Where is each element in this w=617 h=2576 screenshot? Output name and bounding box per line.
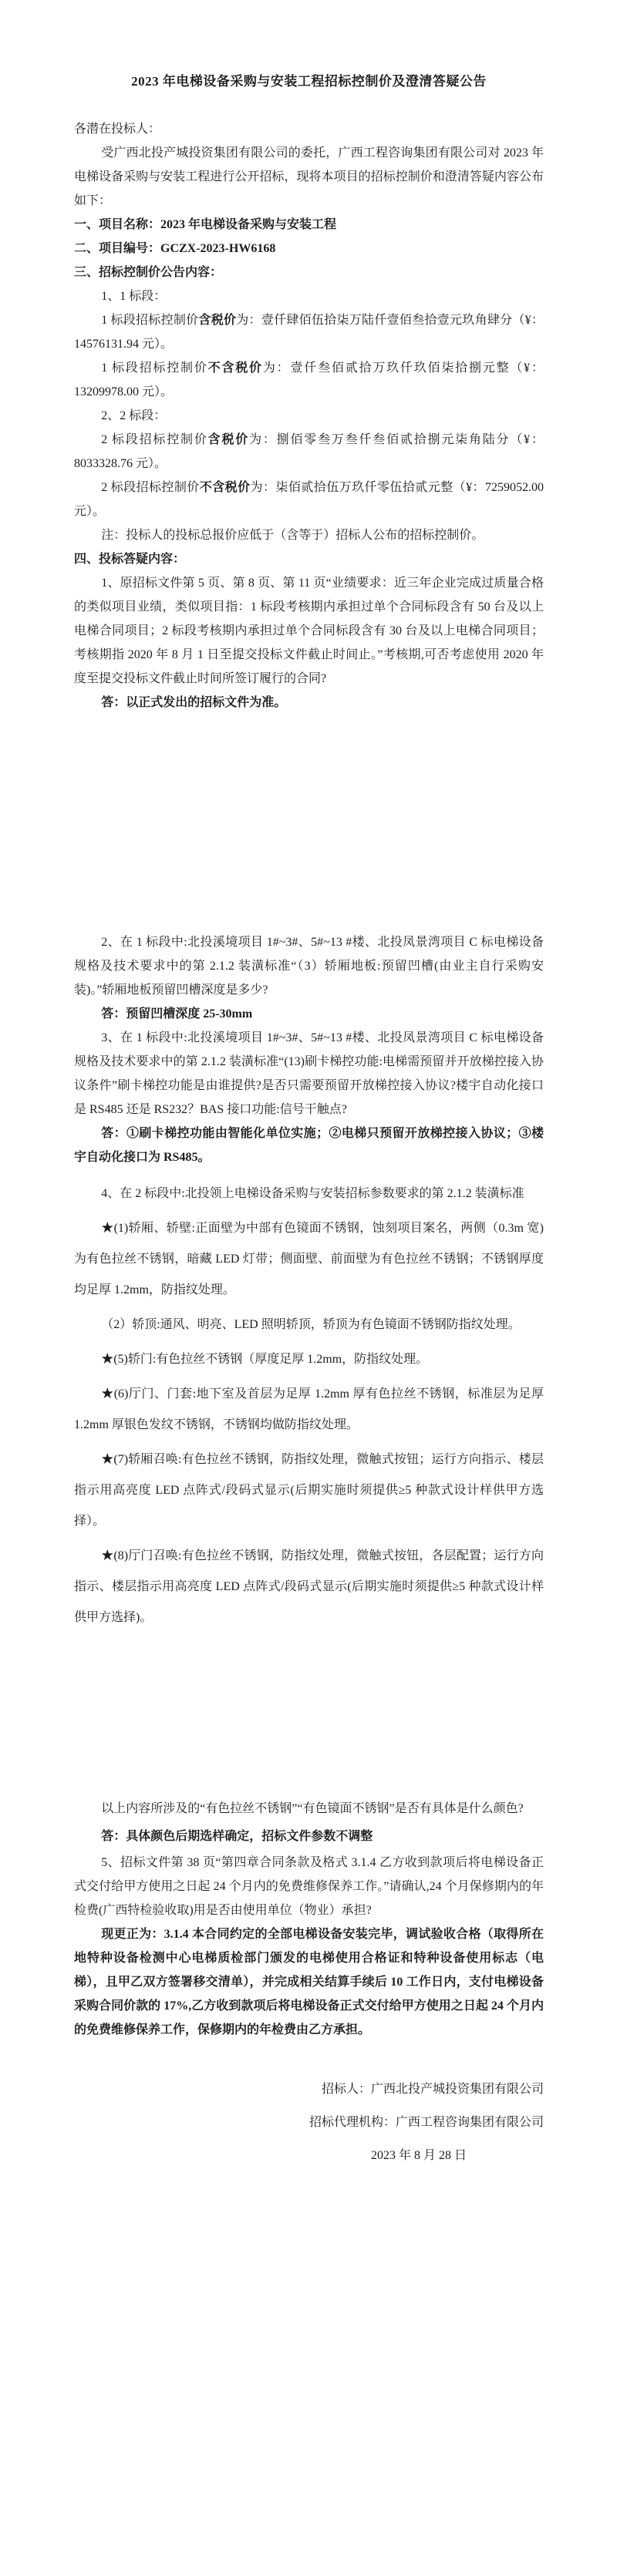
- text-run: （2）轿顶:通风、明亮、LED 照明轿顶，轿顶为有色镜面不锈钢防指纹处理。: [101, 1318, 521, 1331]
- text-run: 受广西北投产城投资集团有限公司的委托，广西工程咨询集团有限公司对 2023 年电梯设备采购与安装工程进行公开招标，现将本项目的招标控制价和澄清答疑内容公布如下：: [74, 146, 544, 207]
- paragraph-note: [74, 523, 544, 547]
- text-run: ★(1)轿厢、轿壁:正面壁为中部有色镜面不锈钢，蚀刻项目案名，两侧（0.3m 宽)为有色拉丝不锈钢，暗藏 LED 灯带；侧面壁、前面壁为有色拉丝不锈钢；不锈钢厚度均足厚 1.2mm，防指纹处理。: [74, 1222, 544, 1296]
- paragraph-h1: [74, 213, 544, 237]
- text-run: 四、投标答疑内容：: [74, 553, 186, 566]
- text-run: 为：壹仟叁佰贰拾万玖仟玖佰柒拾捌元整（¥：13209978.00 元）。: [74, 362, 544, 399]
- text-run: 答：预留凹槽深度 25-30mm: [101, 1007, 253, 1021]
- paragraph-lot2: [74, 404, 544, 428]
- text-run: ★(7)轿厢召唤:有色拉丝不锈钢，防指纹处理，微触式按钮；运行方向指示、楼层指示用高亮度 LED 点阵式/段码式显示(后期实施时须提供≥5 种款式设计样供甲方选择）。: [74, 1453, 544, 1528]
- text-run: 1、1 标段：: [101, 290, 167, 303]
- text-run: 为：柒佰贰拾伍万玖仟零伍拾贰元整（¥：7259052.00 元）。: [74, 481, 544, 518]
- paragraph-lot1: [74, 284, 544, 308]
- paragraph-title: [74, 71, 544, 92]
- text-run: 2、2 标段：: [101, 409, 167, 422]
- paragraph-q1: [74, 571, 544, 691]
- paragraph-sig1: [74, 2073, 544, 2106]
- text-run: 不含税价: [207, 362, 263, 375]
- text-run: 一、项目名称：2023 年电梯设备采购与安装工程: [74, 218, 337, 231]
- paragraph-a1: [74, 691, 544, 715]
- paragraph-spec6: [74, 1379, 544, 1441]
- document-body: [74, 71, 544, 2172]
- paragraph-q4: [74, 1179, 544, 1209]
- text-run: 1、原招标文件第 5 页、第 8 页、第 11 页“业绩要求：近三年企业完成过质量合格的类似项目业绩，类似项目指：1 标段考核期内承担过单个合同标段含有 50 台及以上电梯合同项目；2 标段考核期内承担过单个合同标段含有 30 台及以上电梯合同项目；考核期指 2020 年 8 月 1 日至提交投标文件截止时间止。”考核期,可否考虑使用 2020 年度至提交投标文件截止时间所签订履行的合同?: [74, 577, 544, 685]
- paragraph-salutation: [74, 117, 544, 141]
- text-run: 答：具体颜色后期选样确定，招标文件参数不调整: [101, 1830, 373, 1843]
- text-run: 1 标段招标控制价: [101, 362, 208, 375]
- text-run: 二、项目编号：GCZX-2023-HW6168: [74, 242, 276, 255]
- paragraph-sig2: [74, 2106, 544, 2139]
- paragraph-spec1: [74, 1213, 544, 1306]
- text-run: 不含税价: [199, 481, 251, 494]
- text-run: ★(5)轿门:有色拉丝不锈钢（厚度足厚 1.2mm，防指纹处理。: [101, 1353, 429, 1366]
- paragraph-a2: [74, 1002, 544, 1026]
- paragraph-q5: [74, 1851, 544, 1922]
- text-run: 为：壹仟肆佰伍拾柒万陆仟壹佰叁拾壹元玖角肆分（¥：14576131.94 元）。: [74, 314, 544, 351]
- text-run: 答：①刷卡梯控功能由智能化单位实施；②电梯只预留开放梯控接入协议；③楼宇自动化接口为 RS485。: [74, 1127, 544, 1164]
- text-run: 1 标段招标控制价: [101, 314, 199, 327]
- text-run: 各潜在投标人：: [74, 123, 161, 136]
- text-run: 2023 年 8 月 28 日: [370, 2149, 467, 2162]
- text-run: 三、招标控制价公告内容：: [74, 266, 223, 279]
- text-run: 以上内容所涉及的“有色拉丝不锈钢”“有色镜面不锈钢”是否有具体是什么颜色?: [101, 1802, 524, 1815]
- paragraph-lot2-tax: [74, 428, 544, 476]
- text-run: 为：捌佰零叁万叁仟叁佰贰拾捌元柒角陆分（¥：8033328.76 元）。: [74, 433, 544, 470]
- paragraph-intro: [74, 141, 544, 213]
- paragraph-a3: [74, 1122, 544, 1169]
- paragraph-a5: [74, 1922, 544, 2042]
- text-run: 注：投标人的投标总报价应低于（含等于）招标人公布的招标控制价。: [101, 529, 484, 542]
- paragraph-h4: [74, 547, 544, 571]
- paragraph-date: [74, 2139, 544, 2172]
- paragraph-spec7: [74, 1444, 544, 1537]
- paragraph-h2: [74, 237, 544, 261]
- text-run: 答：以正式发出的招标文件为准。: [101, 696, 287, 709]
- paragraph-lot1-tax: [74, 308, 544, 356]
- paragraph-lot2-notax: [74, 476, 544, 523]
- text-run: 2 标段招标控制价: [101, 433, 208, 446]
- text-run: 3、在 1 标段中:北投溪境项目 1#~3#、5#~13 #楼、北投凤景湾项目 C 标电梯设备规格及技术要求中的第 2.1.2 装潢标准“(13)刷卡梯控功能:电梯需预留并开放梯控接入协议条件”刷卡梯控功能是由谁提供?是否只需要预留开放梯控接入协议?楼宇自动化接口是 RS485 还是 RS232？BAS 接口功能:信号干触点?: [74, 1031, 544, 1116]
- text-run: 现更正为：3.1.4 本合同约定的全部电梯设备安装完毕，调试验收合格（取得所在地特种设备检测中心电梯质检部门颁发的电梯使用合格证和特种设备使用标志（电梯），且甲乙双方签署移交清单），并完成相关结算手续后 10 工作日内，支付电梯设备采购合同价款的 17%,乙方收到款项后将电梯设备正式交付给甲方使用之日起 24 个月内的免费维修保养工作，保修期内的年检费由乙方承担。: [74, 1928, 544, 2036]
- text-run: 含税价: [198, 314, 237, 327]
- text-run: 2、在 1 标段中:北投溪境项目 1#~3#、5#~13 #楼、北投凤景湾项目 C 标电梯设备规格及技术要求中的第 2.1.2 装潢标准“（3）轿厢地板:预留凹槽(由业主自行采购安装)。”轿厢地板预留凹槽深度是多少?: [74, 936, 544, 997]
- text-run: 含税价: [207, 433, 250, 446]
- paragraph-h3: [74, 261, 544, 284]
- paragraph-lot1-notax: [74, 356, 544, 404]
- paragraph-spec5: [74, 1344, 544, 1375]
- text-run: 招标代理机构：广西工程咨询集团有限公司: [308, 2116, 544, 2129]
- text-run: 2 标段招标控制价: [101, 481, 200, 494]
- paragraph-q2: [74, 930, 544, 1002]
- text-run: ★(6)厅门、门套:地下室及首层为足厚 1.2mm 厚有色拉丝不锈钢，标准层为足厚 1.2mm 厚银色发纹不锈钢，不锈钢均做防指纹处理。: [74, 1387, 544, 1431]
- text-run: 4、在 2 标段中:北投领上电梯设备采购与安装招标参数要求的第 2.1.2 装潢标准: [101, 1187, 524, 1200]
- text-run: 2023 年电梯设备采购与安装工程招标控制价及澄清答疑公告: [131, 74, 487, 89]
- text-run: 招标人：广西北投产城投资集团有限公司: [321, 2083, 544, 2096]
- paragraph-spec2: [74, 1310, 544, 1340]
- paragraph-q4b: [74, 1795, 544, 1823]
- paragraph-a4: [74, 1823, 544, 1851]
- paragraph-spec8: [74, 1541, 544, 1633]
- paragraph-q3: [74, 1026, 544, 1122]
- text-run: 5、招标文件第 38 页“第四章合同条款及格式 3.1.4 乙方收到款项后将电梯设备正式交付给甲方使用之日起 24 个月内的免费维修保养工作。”请确认,24 个月保修期内的年检费(广西特检验收取)用是否由使用单位（物业）承担?: [74, 1856, 544, 1917]
- text-run: ★(8)厅门召唤:有色拉丝不锈钢，防指纹处理，微触式按钮，各层配置；运行方向指示、楼层指示用高亮度 LED 点阵式/段码式显示(后期实施时须提供≥5 种款式设计样供甲方选择)。: [74, 1549, 544, 1624]
